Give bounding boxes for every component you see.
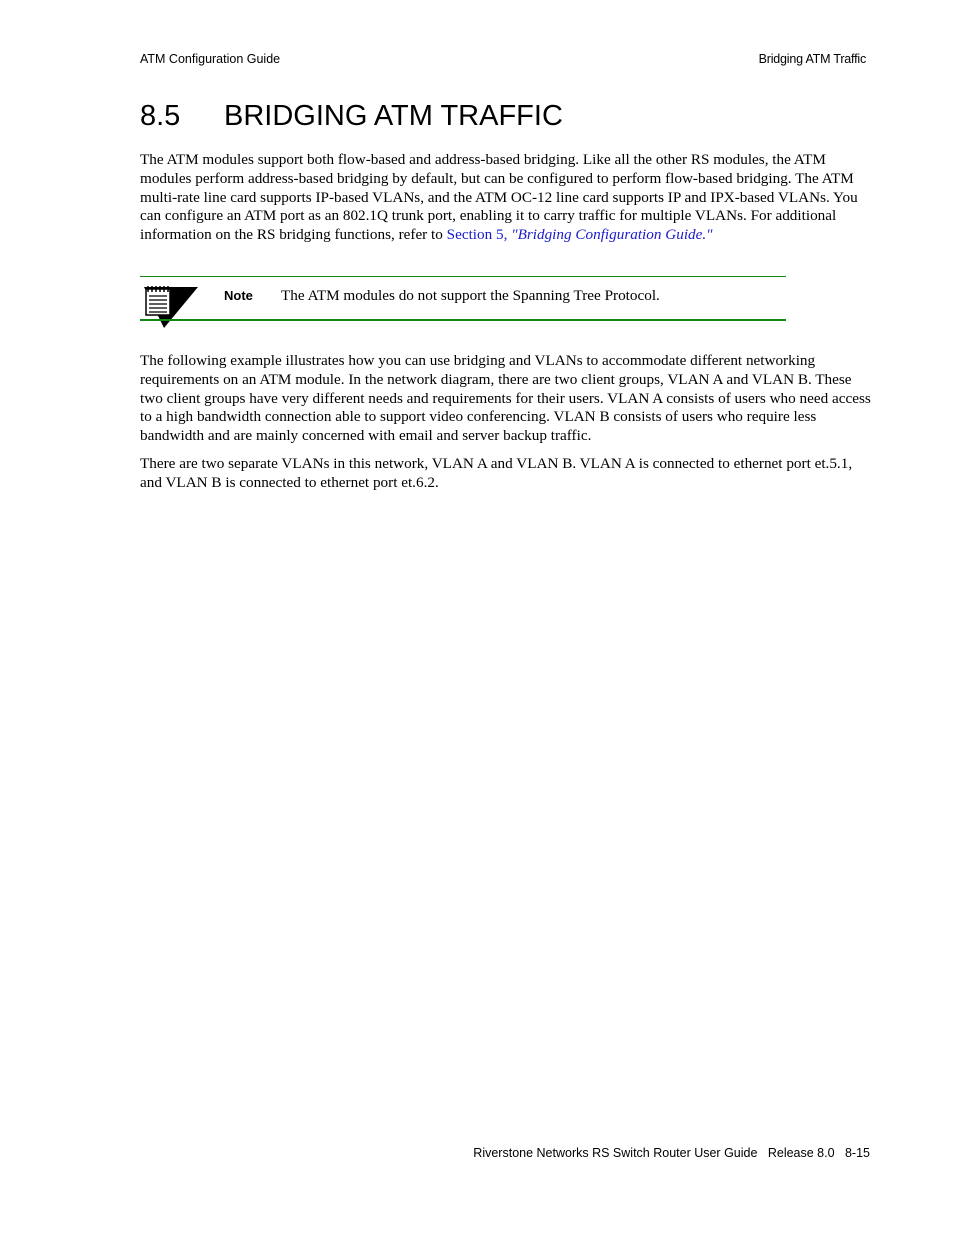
note-top-rule bbox=[140, 276, 786, 277]
xref-section-title: "Bridging Configuration Guide." bbox=[511, 226, 713, 244]
note-icon bbox=[140, 284, 200, 330]
section-number: 8.5 bbox=[140, 100, 181, 132]
section-title-text: BRIDGING ATM TRAFFIC bbox=[224, 100, 563, 132]
section-heading bbox=[140, 100, 563, 133]
running-header-right: Bridging ATM Traffic bbox=[758, 52, 866, 66]
intro-paragraph-text: The ATM modules support both flow-based and address-based bridging. Like all the other RS modules, the ATM modules perform address-based bridging by default, but can be configured to perform flow-based bridging. The ATM multi-rate line card supports IP-based VLANs, and the ATM OC-12 line card supports IP and IPX-based VLANs. You can configure an ATM port as an 802.1Q trunk port, enabling it to carry traffic for multiple VLANs. For additional information on the RS bridging functions, refer to bbox=[140, 151, 858, 244]
intro-paragraph bbox=[140, 151, 872, 245]
running-header-left: ATM Configuration Guide bbox=[140, 52, 281, 66]
xref-section-number: Section 5, bbox=[446, 226, 512, 244]
note-label: Note bbox=[224, 288, 253, 303]
section-cross-reference-link[interactable] bbox=[447, 226, 713, 243]
note-bottom-rule bbox=[140, 319, 786, 321]
running-footer: Riverstone Networks RS Switch Router User Guide Release 8.0 8-15 bbox=[473, 1146, 870, 1160]
example-paragraph: The following example illustrates how you can use bridging and VLANs to accommodate different networking requirements on an ATM module. In the network diagram, there are two client groups, VLAN A and VLAN B. These two client groups have very different needs and requirements for their users. VLAN A consists of users who need access to a high bandwidth connection able to support video conferencing. VLAN B consists of users who require less bandwidth and are mainly concerned with email and server backup traffic. bbox=[140, 352, 871, 445]
vlan-ports-paragraph: There are two separate VLANs in this network, VLAN A and VLAN B. VLAN A is connected to ethernet port et.5.1, and VLAN B is connected to ethernet port et.6.2. bbox=[140, 455, 853, 491]
note-text: The ATM modules do not support the Spanning Tree Protocol. bbox=[281, 287, 660, 304]
